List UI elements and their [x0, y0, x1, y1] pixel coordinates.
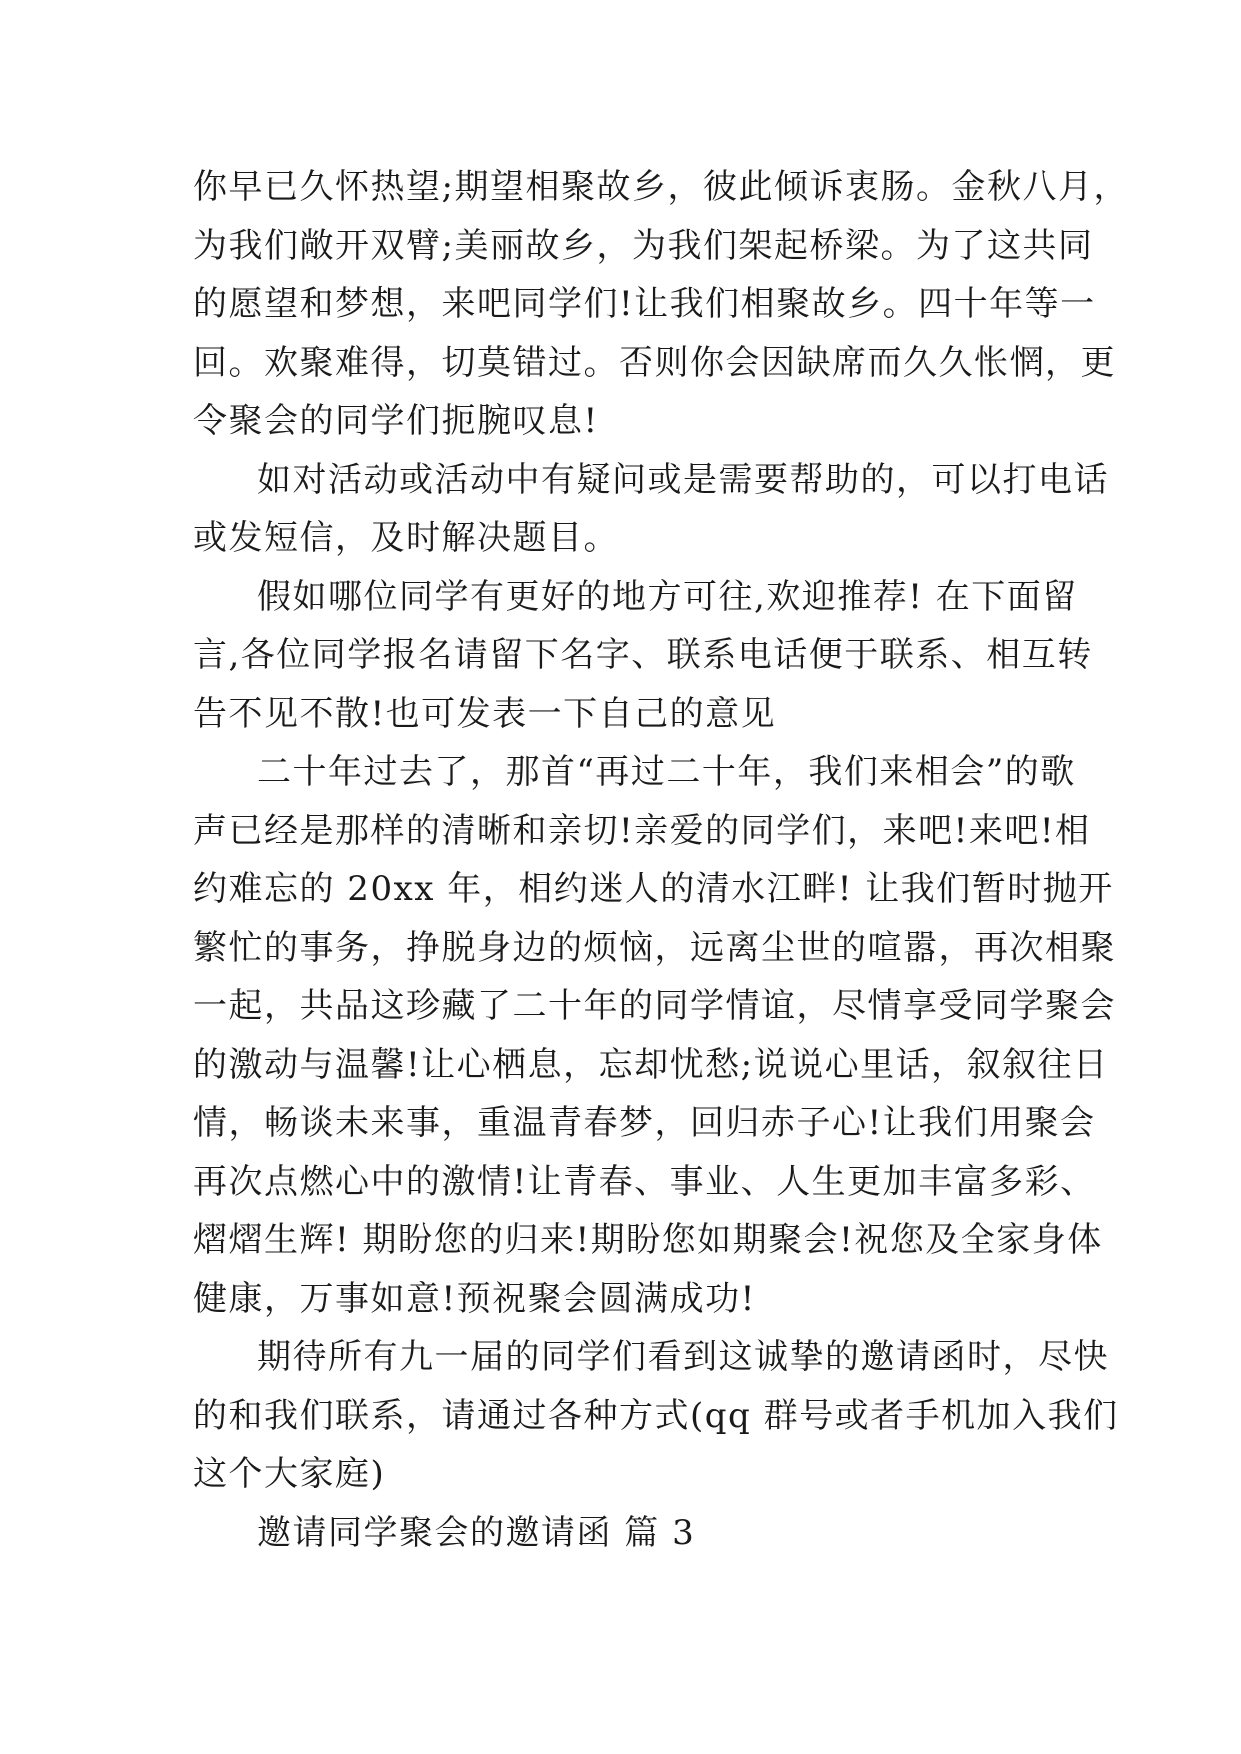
text-line: 期待所有九一届的同学们看到这诚挚的邀请函时，尽快	[257, 1337, 1109, 1377]
text-line: 再次点燃心中的激情!让青春、事业、人生更加丰富多彩、	[193, 1161, 1096, 1202]
text-line: 声已经是那样的清晰和亲切!亲爱的同学们，来吧!来吧!相	[193, 810, 1091, 851]
document-body	[193, 158, 1129, 1562]
paragraph-5	[193, 1328, 1119, 1504]
text-line: 假如哪位同学有更好的地方可往,欢迎推荐! 在下面留	[257, 576, 1078, 617]
text-line: 你早已久怀热望;期望相聚故乡，彼此倾诉衷肠。金秋八月，	[193, 167, 1129, 207]
text-line: 二十年过去了，那首“再过二十年，我们来相会”的歌	[257, 752, 1076, 792]
paragraph-4	[193, 743, 1116, 1328]
text-line: 的激动与温馨!让心栖息，忘却忧愁;说说心里话，叙叙往日	[193, 1044, 1109, 1085]
text-line: 繁忙的事务，挣脱身边的烦恼，远离尘世的喧嚣，再次相聚	[193, 927, 1116, 968]
text-line: 告不见不散!也可发表一下自己的意见	[193, 693, 777, 734]
paragraph-1	[193, 158, 1129, 451]
text-line: 一起，共品这珍藏了二十年的同学情谊，尽情享受同学聚会	[193, 986, 1116, 1026]
text-line: 令聚会的同学们扼腕叹息!	[193, 401, 599, 441]
paragraph-2	[193, 451, 1109, 568]
paragraph-3	[193, 568, 1093, 744]
text-line: 言,各位同学报名请留下名字、联系电话便于联系、相互转	[193, 635, 1093, 675]
text-line: 回。欢聚难得，切莫错过。否则你会因缺席而久久怅惘，更	[193, 342, 1116, 383]
section-heading-text: 邀请同学聚会的邀请函 篇 3	[257, 1512, 696, 1553]
text-line: 健康，万事如意!预祝聚会圆满成功!	[193, 1278, 756, 1319]
text-line: 情，畅谈未来事，重温青春梦，回归赤子心!让我们用聚会	[193, 1103, 1096, 1143]
text-line: 的和我们联系，请通过各种方式(qq 群号或者手机加入我们	[193, 1395, 1119, 1436]
text-line: 这个大家庭)	[193, 1454, 386, 1494]
text-line: 或发短信，及时解决题目。	[193, 518, 619, 558]
text-line: 如对活动或活动中有疑问或是需要帮助的，可以打电话	[257, 459, 1109, 500]
text-line: 约难忘的 20xx 年，相约迷人的清水江畔! 让我们暂时抛开	[193, 869, 1114, 909]
text-line: 为我们敞开双臂;美丽故乡，为我们架起桥梁。为了这共同	[193, 225, 1094, 266]
text-line: 的愿望和梦想，来吧同学们!让我们相聚故乡。四十年等一	[193, 284, 1096, 324]
text-line: 熠熠生辉! 期盼您的归来!期盼您如期聚会!祝您及全家身体	[193, 1220, 1103, 1260]
section-heading	[193, 1504, 1053, 1563]
